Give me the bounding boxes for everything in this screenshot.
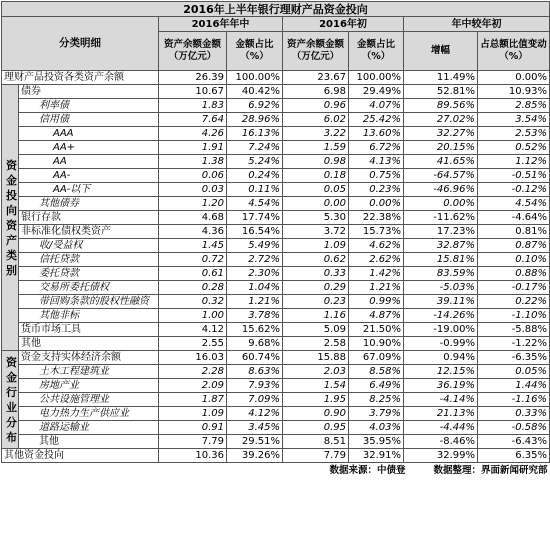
value-cell: 41.65% — [404, 155, 478, 169]
value-cell: 4.68 — [159, 211, 227, 225]
value-cell: 0.00% — [349, 197, 404, 211]
header-balance-mid: 资产余额金额（万亿元） — [159, 32, 227, 71]
title-row — [2, 2, 550, 17]
row-label: 信托贷款 — [19, 253, 159, 267]
value-cell: 0.88% — [478, 267, 550, 281]
value-cell: 2.58 — [283, 337, 349, 351]
value-cell: 10.67 — [159, 85, 227, 99]
source-note — [2, 463, 550, 478]
value-cell: -6.43% — [478, 435, 550, 449]
row-label: AA- — [19, 169, 159, 183]
value-cell: 15.81% — [404, 253, 478, 267]
row-label: AA+ — [19, 141, 159, 155]
value-cell: 0.96 — [283, 99, 349, 113]
value-cell: -8.46% — [404, 435, 478, 449]
value-cell: 0.87% — [478, 239, 550, 253]
value-cell: 6.49% — [349, 379, 404, 393]
value-cell: -0.99% — [404, 337, 478, 351]
value-cell: 8.58% — [349, 365, 404, 379]
table-row — [2, 337, 550, 351]
value-cell: 12.15% — [404, 365, 478, 379]
header-share-mid: 金额占比（%） — [227, 32, 283, 71]
row-label: 理财产品投资各类资产余额 — [2, 71, 159, 85]
value-cell: 10.36 — [159, 449, 227, 463]
value-cell: 28.96% — [227, 113, 283, 127]
value-cell: -0.12% — [478, 183, 550, 197]
value-cell: 13.60% — [349, 127, 404, 141]
row-label: AAA — [19, 127, 159, 141]
value-cell: 2.03 — [283, 365, 349, 379]
row-label: 土木工程建筑业 — [19, 365, 159, 379]
value-cell: 1.87 — [159, 393, 227, 407]
value-cell: 0.99% — [349, 295, 404, 309]
value-cell: 0.98 — [283, 155, 349, 169]
value-cell: 23.67 — [283, 71, 349, 85]
value-cell: 1.12% — [478, 155, 550, 169]
value-cell: 5.24% — [227, 155, 283, 169]
value-cell: 39.26% — [227, 449, 283, 463]
value-cell: 5.30 — [283, 211, 349, 225]
value-cell: 7.93% — [227, 379, 283, 393]
value-cell: 100.00% — [349, 71, 404, 85]
table-row — [2, 407, 550, 421]
table-row — [2, 435, 550, 449]
row-label: 其他非标 — [19, 309, 159, 323]
value-cell: 20.15% — [404, 141, 478, 155]
table-row — [2, 85, 550, 99]
row-label: 委托贷款 — [19, 267, 159, 281]
value-cell: 1.21% — [349, 281, 404, 295]
row-label: 债券 — [19, 85, 159, 99]
value-cell: 0.23% — [349, 183, 404, 197]
value-cell: 1.45 — [159, 239, 227, 253]
header-group-row — [2, 17, 550, 32]
table-row — [2, 127, 550, 141]
value-cell: -5.88% — [478, 323, 550, 337]
value-cell: 0.00 — [283, 197, 349, 211]
value-cell: 11.49% — [404, 71, 478, 85]
table-row — [2, 365, 550, 379]
row-label: 资金支持实体经济余额 — [19, 351, 159, 365]
value-cell: 0.00% — [404, 197, 478, 211]
value-cell: 0.33% — [478, 407, 550, 421]
value-cell: 1.04% — [227, 281, 283, 295]
value-cell: 6.35% — [478, 449, 550, 463]
value-cell: -14.26% — [404, 309, 478, 323]
value-cell: 32.27% — [404, 127, 478, 141]
value-cell: 4.12% — [227, 407, 283, 421]
value-cell: 21.50% — [349, 323, 404, 337]
row-label: 带回购条款的股权性融资 — [19, 295, 159, 309]
value-cell: -0.58% — [478, 421, 550, 435]
table-row — [2, 155, 550, 169]
value-cell: 100.00% — [227, 71, 283, 85]
value-cell: -1.10% — [478, 309, 550, 323]
value-cell: -46.96% — [404, 183, 478, 197]
value-cell: -5.03% — [404, 281, 478, 295]
value-cell: 27.02% — [404, 113, 478, 127]
value-cell: 1.91 — [159, 141, 227, 155]
row-label: 信用债 — [19, 113, 159, 127]
value-cell: 4.54% — [478, 197, 550, 211]
value-cell: 60.74% — [227, 351, 283, 365]
value-cell: 3.79% — [349, 407, 404, 421]
value-cell: 6.02 — [283, 113, 349, 127]
finance-table-sheet — [1, 1, 549, 477]
value-cell: -19.00% — [404, 323, 478, 337]
section-industry: 资金行业分布 — [2, 351, 19, 449]
value-cell: 10.90% — [349, 337, 404, 351]
value-cell: 8.25% — [349, 393, 404, 407]
value-cell: 0.81% — [478, 225, 550, 239]
row-label: 电力热力生产供应业 — [19, 407, 159, 421]
value-cell: 0.90 — [283, 407, 349, 421]
table-row — [2, 379, 550, 393]
source-row — [2, 463, 550, 478]
value-cell: 8.63% — [227, 365, 283, 379]
row-label: 货币市场工具 — [19, 323, 159, 337]
value-cell: 5.49% — [227, 239, 283, 253]
value-cell: 1.09 — [159, 407, 227, 421]
value-cell: 4.36 — [159, 225, 227, 239]
data-source: 数据来源：中债登 — [329, 464, 406, 476]
value-cell: 7.64 — [159, 113, 227, 127]
value-cell: 7.79 — [283, 449, 349, 463]
table-row — [2, 239, 550, 253]
value-cell: 1.38 — [159, 155, 227, 169]
value-cell: 3.22 — [283, 127, 349, 141]
value-cell: 1.20 — [159, 197, 227, 211]
value-cell: -1.16% — [478, 393, 550, 407]
value-cell: 22.38% — [349, 211, 404, 225]
value-cell: 0.52% — [478, 141, 550, 155]
value-cell: -11.62% — [404, 211, 478, 225]
value-cell: 4.07% — [349, 99, 404, 113]
table-row — [2, 113, 550, 127]
value-cell: 15.62% — [227, 323, 283, 337]
value-cell: 32.99% — [404, 449, 478, 463]
value-cell: 3.45% — [227, 421, 283, 435]
table-row — [2, 225, 550, 239]
value-cell: 0.32 — [159, 295, 227, 309]
table-row — [2, 183, 550, 197]
value-cell: 1.59 — [283, 141, 349, 155]
header-group-start: 2016年初 — [283, 17, 404, 32]
value-cell: 0.75% — [349, 169, 404, 183]
value-cell: 0.33 — [283, 267, 349, 281]
table-row — [2, 421, 550, 435]
value-cell: -64.57% — [404, 169, 478, 183]
value-cell: -4.64% — [478, 211, 550, 225]
header-group-change: 年中较年初 — [404, 17, 550, 32]
row-label: 房地产业 — [19, 379, 159, 393]
value-cell: 7.24% — [227, 141, 283, 155]
value-cell: 0.94% — [404, 351, 478, 365]
table-row — [2, 309, 550, 323]
value-cell: 3.54% — [478, 113, 550, 127]
value-cell: -4.14% — [404, 393, 478, 407]
value-cell: 4.87% — [349, 309, 404, 323]
value-cell: 0.23 — [283, 295, 349, 309]
header-group-mid: 2016年年中 — [159, 17, 283, 32]
row-label: 道路运输业 — [19, 421, 159, 435]
value-cell: 0.10% — [478, 253, 550, 267]
section-asset-class: 资金投向资产类别 — [2, 85, 19, 351]
value-cell: 4.03% — [349, 421, 404, 435]
table-row — [2, 295, 550, 309]
value-cell: 52.81% — [404, 85, 478, 99]
value-cell: 0.61 — [159, 267, 227, 281]
table-title: 2016年上半年银行理财产品资金投向 — [2, 2, 550, 17]
value-cell: 0.18 — [283, 169, 349, 183]
table-row — [2, 141, 550, 155]
table-row — [2, 267, 550, 281]
header-share-change: 占总额比值变动（%） — [478, 32, 550, 71]
value-cell: 9.68% — [227, 337, 283, 351]
row-label: 其他债券 — [19, 197, 159, 211]
value-cell: 36.19% — [404, 379, 478, 393]
value-cell: 0.00% — [478, 71, 550, 85]
value-cell: 17.23% — [404, 225, 478, 239]
value-cell: -1.22% — [478, 337, 550, 351]
value-cell: 7.09% — [227, 393, 283, 407]
value-cell: 0.29 — [283, 281, 349, 295]
value-cell: -6.35% — [478, 351, 550, 365]
value-cell: 6.92% — [227, 99, 283, 113]
value-cell: 1.00 — [159, 309, 227, 323]
table-row — [2, 393, 550, 407]
row-label: AA-以下 — [19, 183, 159, 197]
row-label: 公共设施管理业 — [19, 393, 159, 407]
value-cell: 5.09 — [283, 323, 349, 337]
table-row — [2, 351, 550, 365]
table-row — [2, 99, 550, 113]
table-row — [2, 281, 550, 295]
table-row — [2, 71, 550, 85]
value-cell: 16.13% — [227, 127, 283, 141]
value-cell: 4.62% — [349, 239, 404, 253]
value-cell: -0.51% — [478, 169, 550, 183]
value-cell: 1.95 — [283, 393, 349, 407]
value-cell: 21.13% — [404, 407, 478, 421]
value-cell: 1.21% — [227, 295, 283, 309]
table-row — [2, 323, 550, 337]
value-cell: 17.74% — [227, 211, 283, 225]
finance-table — [1, 1, 550, 477]
value-cell: 2.72% — [227, 253, 283, 267]
value-cell: 2.53% — [478, 127, 550, 141]
value-cell: 1.83 — [159, 99, 227, 113]
value-cell: 1.54 — [283, 379, 349, 393]
value-cell: 6.72% — [349, 141, 404, 155]
table-row — [2, 449, 550, 463]
value-cell: 2.09 — [159, 379, 227, 393]
value-cell: 4.13% — [349, 155, 404, 169]
header-share-start: 金额占比（%） — [349, 32, 404, 71]
value-cell: 89.56% — [404, 99, 478, 113]
value-cell: 2.30% — [227, 267, 283, 281]
value-cell: 0.05% — [478, 365, 550, 379]
table-row — [2, 211, 550, 225]
value-cell: 0.95 — [283, 421, 349, 435]
value-cell: 4.26 — [159, 127, 227, 141]
compiled-by: 数据整理：界面新闻研究部 — [433, 464, 548, 476]
table-row — [2, 169, 550, 183]
value-cell: 4.54% — [227, 197, 283, 211]
value-cell: 40.42% — [227, 85, 283, 99]
value-cell: 0.03 — [159, 183, 227, 197]
value-cell: 15.88 — [283, 351, 349, 365]
table-row — [2, 253, 550, 267]
value-cell: 32.87% — [404, 239, 478, 253]
row-label: 其他 — [19, 337, 159, 351]
value-cell: 0.24% — [227, 169, 283, 183]
value-cell: 0.05 — [283, 183, 349, 197]
value-cell: 0.11% — [227, 183, 283, 197]
header-category: 分类明细 — [2, 17, 159, 71]
row-label: 利率债 — [19, 99, 159, 113]
value-cell: 35.95% — [349, 435, 404, 449]
value-cell: 6.98 — [283, 85, 349, 99]
value-cell: 0.91 — [159, 421, 227, 435]
value-cell: 10.93% — [478, 85, 550, 99]
row-label: 交易所委托债权 — [19, 281, 159, 295]
value-cell: 0.22% — [478, 295, 550, 309]
row-label: 其他 — [19, 435, 159, 449]
row-label: AA — [19, 155, 159, 169]
value-cell: 1.42% — [349, 267, 404, 281]
value-cell: 0.72 — [159, 253, 227, 267]
value-cell: 2.55 — [159, 337, 227, 351]
value-cell: 1.09 — [283, 239, 349, 253]
value-cell: 2.28 — [159, 365, 227, 379]
value-cell: 0.06 — [159, 169, 227, 183]
value-cell: 67.09% — [349, 351, 404, 365]
value-cell: 29.51% — [227, 435, 283, 449]
value-cell: 26.39 — [159, 71, 227, 85]
row-label: 其他资金投向 — [2, 449, 159, 463]
value-cell: 16.03 — [159, 351, 227, 365]
value-cell: 0.28 — [159, 281, 227, 295]
row-label: 非标准化债权类资产 — [19, 225, 159, 239]
value-cell: 1.16 — [283, 309, 349, 323]
header-balance-start: 资产余额金额（万亿元） — [283, 32, 349, 71]
value-cell: 0.62 — [283, 253, 349, 267]
value-cell: 4.12 — [159, 323, 227, 337]
header-growth: 增幅 — [404, 32, 478, 71]
value-cell: 3.78% — [227, 309, 283, 323]
value-cell: 39.11% — [404, 295, 478, 309]
value-cell: 16.54% — [227, 225, 283, 239]
value-cell: 2.62% — [349, 253, 404, 267]
value-cell: -4.44% — [404, 421, 478, 435]
value-cell: 15.73% — [349, 225, 404, 239]
value-cell: 2.85% — [478, 99, 550, 113]
value-cell: 7.79 — [159, 435, 227, 449]
value-cell: 3.72 — [283, 225, 349, 239]
value-cell: 83.59% — [404, 267, 478, 281]
value-cell: 32.91% — [349, 449, 404, 463]
value-cell: 8.51 — [283, 435, 349, 449]
table-row — [2, 197, 550, 211]
value-cell: 29.49% — [349, 85, 404, 99]
row-label: 收/受益权 — [19, 239, 159, 253]
value-cell: 25.42% — [349, 113, 404, 127]
row-label: 银行存款 — [19, 211, 159, 225]
value-cell: -0.17% — [478, 281, 550, 295]
value-cell: 1.44% — [478, 379, 550, 393]
